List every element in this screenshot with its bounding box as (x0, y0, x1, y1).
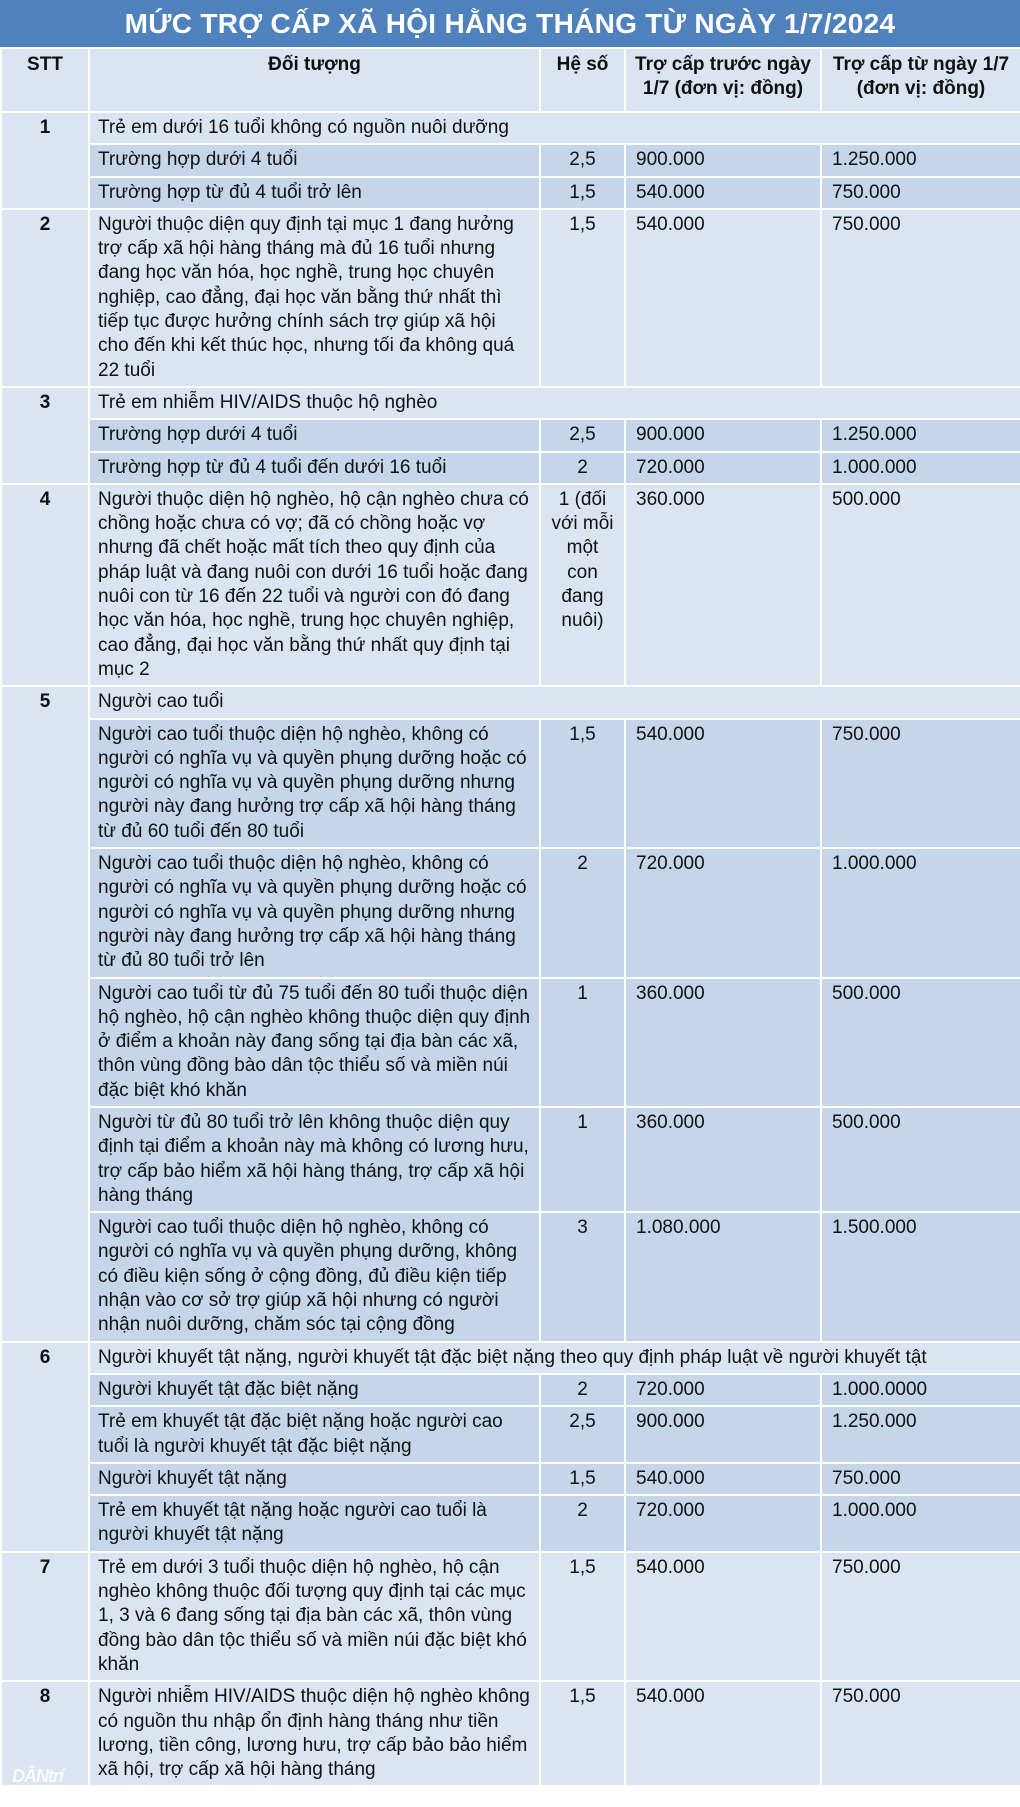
table-row (1, 1495, 1020, 1552)
row-before: 720.000 (625, 848, 821, 977)
row-before: 540.000 (625, 177, 821, 209)
group-header-row (1, 112, 1020, 144)
row-after: 1.000.000 (821, 848, 1020, 977)
table-row (1, 144, 1020, 176)
row-coef: 2,5 (540, 419, 625, 451)
row-subject: Người cao tuổi thuộc diện hộ nghèo, không có người có nghĩa vụ và quyền phụng dưỡng, không có điều kiện sống ở cộng đồng, đủ điều kiện tiếp nhận vào cơ sở trợ giúp xã hội nhưng có người nhận nuôi dưỡng, chăm sóc tại cộng đồng (89, 1212, 540, 1341)
row-before: 360.000 (625, 1107, 821, 1212)
table-row (1, 1406, 1020, 1463)
row-subject: Người thuộc diện hộ nghèo, hộ cận nghèo chưa có chồng hoặc chưa có vợ; đã có chồng hoặc vợ nhưng đã chết hoặc mất tích theo quy định của pháp luật và đang nuôi con dưới 16 tuổi hoặc đang nuôi con từ 16 đến 22 tuổi và người con đó đang học văn hóa, học nghề, trung học chuyên nghiệp, cao đẳng, đại học văn bằng thứ nhất quy định tại mục 2 (89, 484, 540, 686)
table-row (1, 1374, 1020, 1406)
row-coef: 2 (540, 1495, 625, 1552)
row-subject: Trẻ em khuyết tật nặng hoặc người cao tuổi là người khuyết tật nặng (89, 1495, 540, 1552)
group-header-row (1, 686, 1020, 718)
row-coef: 2 (540, 452, 625, 484)
row-after: 500.000 (821, 484, 1020, 686)
table-row (1, 978, 1020, 1107)
group-label: Trẻ em dưới 16 tuổi không có nguồn nuôi dưỡng (89, 112, 1020, 144)
row-after: 1.500.000 (821, 1212, 1020, 1341)
row-stt: 3 (1, 387, 89, 484)
row-stt: 2 (1, 209, 89, 387)
row-stt: 4 (1, 484, 89, 686)
row-coef: 3 (540, 1212, 625, 1341)
row-coef: 1 (đối với mỗi một con đang nuôi) (540, 484, 625, 686)
row-coef: 1,5 (540, 719, 625, 848)
row-after: 1.250.000 (821, 419, 1020, 451)
row-subject: Trường hợp từ đủ 4 tuổi đến dưới 16 tuổi (89, 452, 540, 484)
row-subject: Trường hợp từ đủ 4 tuổi trở lên (89, 177, 540, 209)
header-before: Trợ cấp trước ngày 1/7 (đơn vị: đồng) (625, 48, 821, 112)
row-subject: Người cao tuổi thuộc diện hộ nghèo, không có người có nghĩa vụ và quyền phụng dưỡng hoặc có người có nghĩa vụ và quyền phụng dưỡng nhưng người này đang hưởng trợ cấp xã hội hàng tháng từ đủ 60 tuổi đến 80 tuổi (89, 719, 540, 848)
row-subject: Người cao tuổi từ đủ 75 tuổi đến 80 tuổi thuộc diện hộ nghèo, hộ cận nghèo không thuộc diện quy định ở điểm a khoản này đang sống tại địa bàn các xã, thôn vùng đồng bào dân tộc thiểu số và miền núi đặc biệt khó khăn (89, 978, 540, 1107)
row-before: 900.000 (625, 144, 821, 176)
row-after: 500.000 (821, 978, 1020, 1107)
row-after: 1.250.000 (821, 144, 1020, 176)
table-row (1, 177, 1020, 209)
watermark-suffix: trí (48, 1765, 63, 1786)
table-row (1, 1463, 1020, 1495)
group-header-row (1, 1342, 1020, 1374)
row-coef: 2,5 (540, 1406, 625, 1463)
row-before: 540.000 (625, 719, 821, 848)
row-stt: 6 (1, 1342, 89, 1552)
row-before: 900.000 (625, 419, 821, 451)
row-after: 750.000 (821, 177, 1020, 209)
row-before: 720.000 (625, 1374, 821, 1406)
row-coef: 1 (540, 1107, 625, 1212)
row-subject: Trường hợp dưới 4 tuổi (89, 144, 540, 176)
header-coef: Hệ số (540, 48, 625, 112)
row-stt: 7 (1, 1552, 89, 1681)
row-stt: 1 (1, 112, 89, 209)
table-row (1, 419, 1020, 451)
header-stt: STT (1, 48, 89, 112)
row-before: 900.000 (625, 1406, 821, 1463)
allowance-table (0, 47, 1020, 1787)
table-row (1, 452, 1020, 484)
row-coef: 2,5 (540, 144, 625, 176)
row-before: 1.080.000 (625, 1212, 821, 1341)
row-before: 720.000 (625, 452, 821, 484)
row-after: 500.000 (821, 1107, 1020, 1212)
group-header-row (1, 387, 1020, 419)
row-after: 750.000 (821, 1681, 1020, 1786)
row-after: 750.000 (821, 1552, 1020, 1681)
group-label: Người cao tuổi (89, 686, 1020, 718)
row-stt: 8 (1, 1681, 89, 1786)
row-coef: 1,5 (540, 1463, 625, 1495)
watermark-logo (12, 1752, 63, 1797)
row-subject: Người nhiễm HIV/AIDS thuộc diện hộ nghèo không có nguồn thu nhập ổn định hàng tháng như tiền lương, tiền công, lương hưu, trợ cấp bảo bảo hiểm xã hội, trợ cấp xã hội hàng tháng (89, 1681, 540, 1786)
row-subject: Người khuyết tật nặng (89, 1463, 540, 1495)
row-before: 540.000 (625, 1681, 821, 1786)
table-row (1, 719, 1020, 848)
row-after: 750.000 (821, 1463, 1020, 1495)
row-coef: 1,5 (540, 177, 625, 209)
row-before: 360.000 (625, 978, 821, 1107)
table-row (1, 1107, 1020, 1212)
row-subject: Trẻ em dưới 3 tuổi thuộc diện hộ nghèo, hộ cận nghèo không thuộc đối tượng quy định tại các mục 1, 3 và 6 đang sống tại địa bàn các xã, thôn vùng đồng bào dân tộc thiểu số và miền núi đặc biệt khó khăn (89, 1552, 540, 1681)
watermark-brand: DÂN (12, 1765, 48, 1786)
row-subject: Người khuyết tật đặc biệt nặng (89, 1374, 540, 1406)
header-after: Trợ cấp từ ngày 1/7 (đơn vị: đồng) (821, 48, 1020, 112)
row-before: 720.000 (625, 1495, 821, 1552)
row-after: 1.000.0000 (821, 1374, 1020, 1406)
table-row (1, 1212, 1020, 1341)
row-before: 540.000 (625, 1463, 821, 1495)
group-label: Người khuyết tật nặng, người khuyết tật đặc biệt nặng theo quy định pháp luật về người khuyết tật (89, 1342, 1020, 1374)
table-row (1, 1552, 1020, 1681)
row-coef: 2 (540, 848, 625, 977)
row-before: 360.000 (625, 484, 821, 686)
row-coef: 1,5 (540, 209, 625, 387)
header-subject: Đối tượng (89, 48, 540, 112)
row-coef: 1 (540, 978, 625, 1107)
table-row (1, 209, 1020, 387)
row-after: 1.000.000 (821, 1495, 1020, 1552)
table-row (1, 1681, 1020, 1786)
row-coef: 2 (540, 1374, 625, 1406)
row-subject: Người từ đủ 80 tuổi trở lên không thuộc diện quy định tại điểm a khoản này mà không có lương hưu, trợ cấp bảo hiểm xã hội hàng tháng, trợ cấp xã hội hàng tháng (89, 1107, 540, 1212)
row-after: 750.000 (821, 719, 1020, 848)
row-after: 1.000.000 (821, 452, 1020, 484)
group-label: Trẻ em nhiễm HIV/AIDS thuộc hộ nghèo (89, 387, 1020, 419)
row-before: 540.000 (625, 209, 821, 387)
row-subject: Người cao tuổi thuộc diện hộ nghèo, không có người có nghĩa vụ và quyền phụng dưỡng hoặc có người có nghĩa vụ và quyền phụng dưỡng nhưng người này đang hưởng trợ cấp xã hội hàng tháng từ đủ 80 tuổi trở lên (89, 848, 540, 977)
table-row (1, 484, 1020, 686)
row-coef: 1,5 (540, 1552, 625, 1681)
row-subject: Người thuộc diện quy định tại mục 1 đang hưởng trợ cấp xã hội hàng tháng mà đủ 16 tuổi nhưng đang học văn hóa, học nghề, trung học chuyên nghiệp, cao đẳng, đại học văn bằng thứ nhất thì tiếp tục được hưởng chính sách trợ giúp xã hội cho đến khi kết thúc học, nhưng tối đa không quá 22 tuổi (89, 209, 540, 387)
row-coef: 1,5 (540, 1681, 625, 1786)
row-after: 750.000 (821, 209, 1020, 387)
page-title: MỨC TRỢ CẤP XÃ HỘI HẰNG THÁNG TỪ NGÀY 1/7/2024 (0, 0, 1020, 47)
row-subject: Trẻ em khuyết tật đặc biệt nặng hoặc người cao tuổi là người khuyết tật đặc biệt nặng (89, 1406, 540, 1463)
table-row (1, 848, 1020, 977)
row-after: 1.250.000 (821, 1406, 1020, 1463)
row-subject: Trường hợp dưới 4 tuổi (89, 419, 540, 451)
row-stt: 5 (1, 686, 89, 1341)
row-before: 540.000 (625, 1552, 821, 1681)
table-body (1, 112, 1020, 1786)
